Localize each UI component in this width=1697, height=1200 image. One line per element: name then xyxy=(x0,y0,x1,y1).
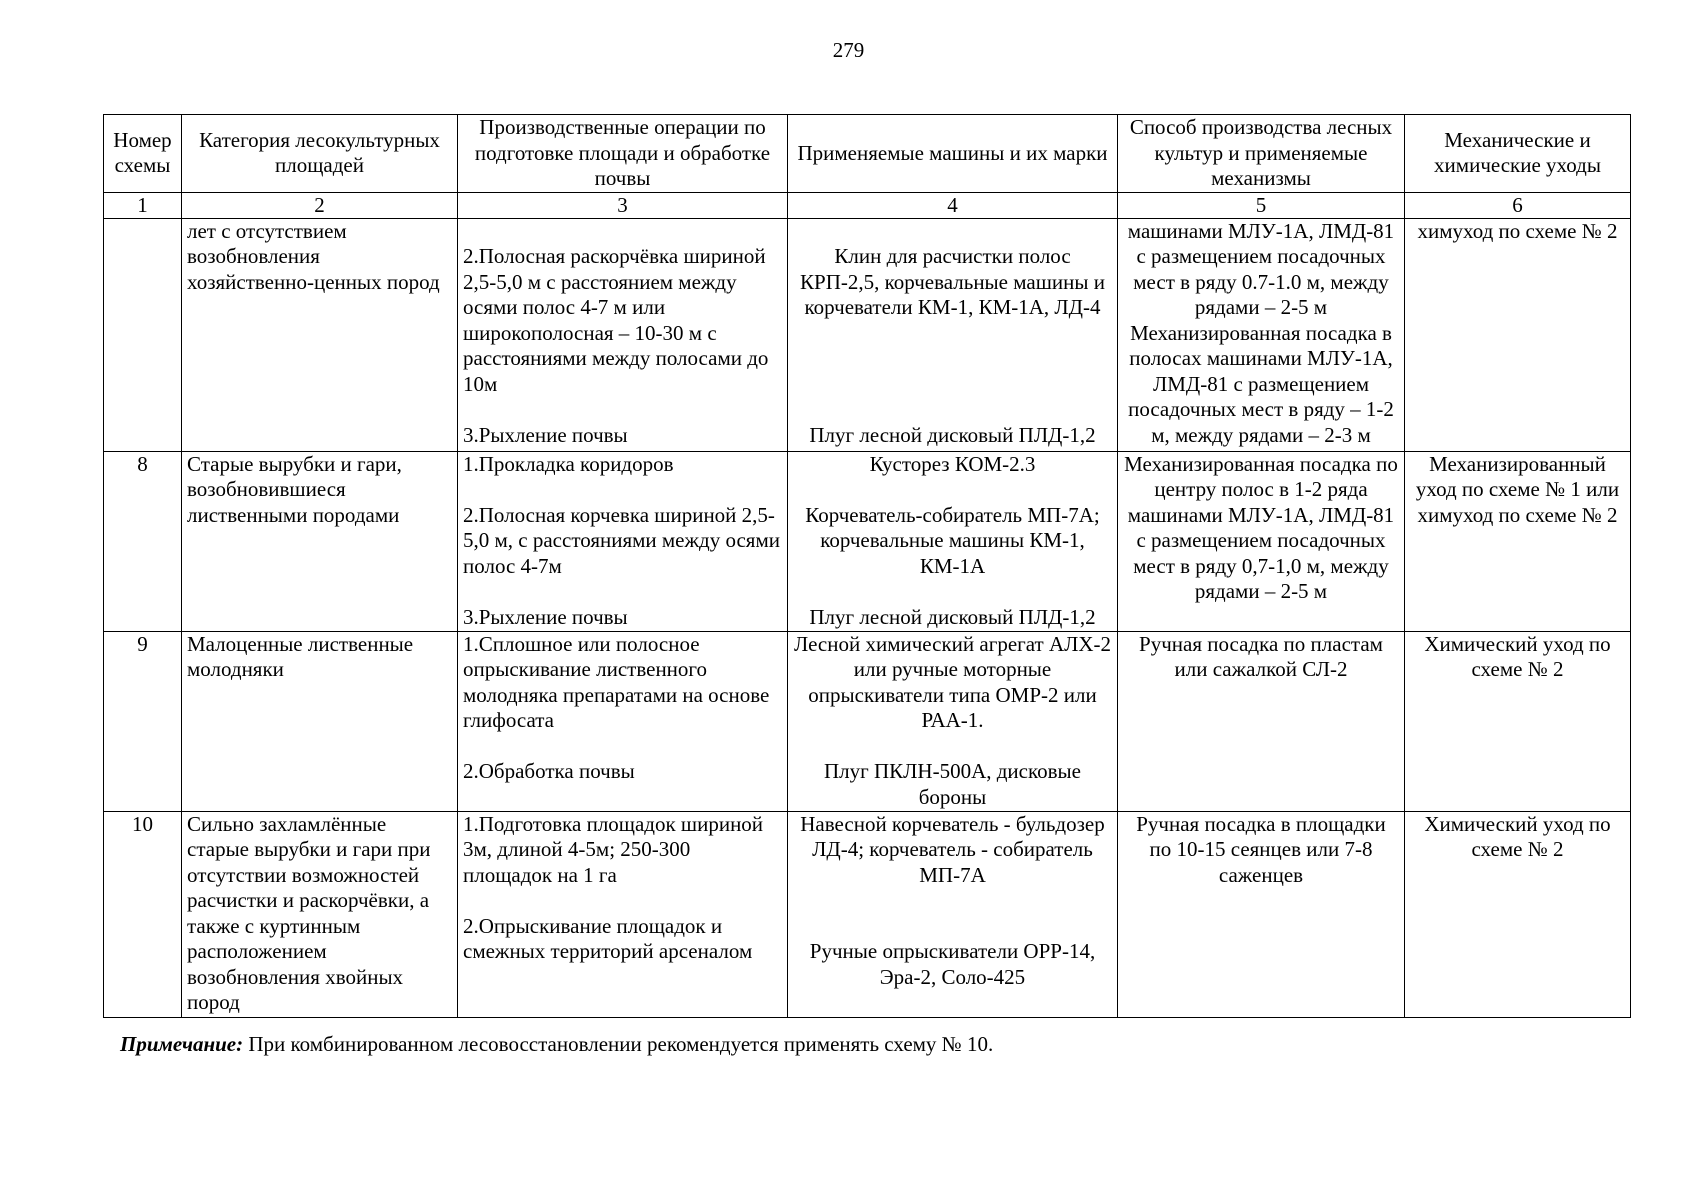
machine-text: Плуг ПКЛН-500А, дисковые бороны xyxy=(824,759,1081,809)
machine-text: Плуг лесной дисковый ПЛД-1,2 xyxy=(809,604,1096,629)
scheme-number-cell: 9 xyxy=(104,631,182,811)
machines-cell xyxy=(788,811,1118,1017)
column-number: 3 xyxy=(458,192,788,218)
operations-cell xyxy=(458,451,788,631)
header-operations: Производственные операции по подготовке площади и обработке почвы xyxy=(458,115,788,193)
method-cell xyxy=(1118,811,1405,1017)
column-number: 6 xyxy=(1405,192,1631,218)
operation-text: 3.Рыхление почвы xyxy=(463,422,628,447)
machines-cell xyxy=(788,218,1118,451)
column-number: 2 xyxy=(182,192,458,218)
machine-text: Ручные опрыскиватели ОРР-14, Эра-2, Соло-425 xyxy=(809,939,1096,989)
machines-cell xyxy=(788,631,1118,811)
header-care: Механические и химические уходы xyxy=(1405,115,1631,193)
column-number: 4 xyxy=(788,192,1118,218)
operations-cell xyxy=(458,218,788,451)
category-cell xyxy=(182,218,458,451)
method-cell xyxy=(1118,218,1405,451)
category-cell xyxy=(182,451,458,631)
machines-cell xyxy=(788,451,1118,631)
category-text: лет с отсутствием возобновления хозяйственно-ценных пород xyxy=(187,218,440,294)
column-number-row xyxy=(104,192,1631,218)
method-text: Механизированная посадка по центру полос в 1-2 ряда машинами МЛУ-1А, ЛМД-81 с размещением посадочных мест в ряду 0,7-1,0 м, между рядами – 2-5 м xyxy=(1124,451,1398,603)
operations-cell xyxy=(458,811,788,1017)
category-text: Малоценные лиственные молодняки xyxy=(187,631,414,681)
care-cell xyxy=(1405,811,1631,1017)
care-text: Химический уход по схеме № 2 xyxy=(1424,811,1611,861)
care-cell xyxy=(1405,631,1631,811)
footnote-text: При комбинированном лесовосстановлении рекомендуется применять схему № 10. xyxy=(243,1032,994,1056)
machine-text: Навесной корчеватель - бульдозер ЛД-4; корчеватель - собиратель МП-7А xyxy=(800,811,1105,887)
machine-text: Корчеватель-собиратель МП-7А; корчевальные машины КМ-1, КМ-1А xyxy=(805,502,1100,578)
header-machines: Применяемые машины и их марки xyxy=(788,115,1118,193)
header-category: Категория лесокультурных площадей xyxy=(182,115,458,193)
scheme-number-cell xyxy=(104,218,182,451)
footnote-label: Примечание: xyxy=(120,1032,244,1056)
scheme-number-cell: 8 xyxy=(104,451,182,631)
method-cell xyxy=(1118,631,1405,811)
operations-cell xyxy=(458,631,788,811)
category-cell xyxy=(182,631,458,811)
machine-text: Лесной химический агрегат АЛХ-2 или ручные моторные опрыскиватели типа ОМР-2 или РАА-1. xyxy=(793,631,1112,732)
machine-text: Кусторез КОМ-2.3 xyxy=(869,451,1036,476)
machine-text: Клин для расчистки полос КРП-2,5, корчевальные машины и корчеватели КМ-1, КМ-1А, ЛД-4 xyxy=(800,244,1105,319)
header-method: Способ производства лесных культур и применяемые механизмы xyxy=(1118,115,1405,193)
page-number: 279 xyxy=(832,38,865,62)
column-number: 5 xyxy=(1118,192,1405,218)
forest-culture-table xyxy=(103,114,1631,1018)
method-cell xyxy=(1118,451,1405,631)
table-row xyxy=(104,218,1631,451)
care-text: химуход по схеме № 2 xyxy=(1417,218,1618,243)
care-text: Химический уход по схеме № 2 xyxy=(1424,631,1611,681)
table-row xyxy=(104,631,1631,811)
care-cell xyxy=(1405,218,1631,451)
footnote xyxy=(120,1032,993,1057)
table-row xyxy=(104,451,1631,631)
method-text: Ручная посадка по пластам или сажалкой СЛ-2 xyxy=(1139,631,1383,681)
care-cell xyxy=(1405,451,1631,631)
table-row xyxy=(104,811,1631,1017)
operation-text: 2.Обработка почвы xyxy=(463,759,635,783)
operation-text: 3.Рыхление почвы xyxy=(463,604,628,629)
operation-text: 2.Полосная раскорчёвка шириной 2,5-5,0 м с расстоянием между осями полос 4-7 м или широкополосная – 10-30 м с расстояниями между полосами до 10м xyxy=(463,244,769,396)
operation-text: 2.Опрыскивание площадок и смежных территорий арсеналом xyxy=(463,913,753,963)
care-text: Механизированный уход по схеме № 1 или химуход по схеме № 2 xyxy=(1415,451,1620,527)
category-text: Сильно захламлённые старые вырубки и гари при отсутствии возможностей расчистки и раскорчёвки, а также с куртинным расположением возобновления хвойных пород xyxy=(187,811,431,1014)
operation-text: 1.Подготовка площадок шириной 3м, длиной 4-5м; 250-300 площадок на 1 га xyxy=(463,811,764,887)
operation-text: 1.Сплошное или полосное опрыскивание лиственного молодняка препаратами на основе глифосата xyxy=(463,631,770,732)
column-number: 1 xyxy=(104,192,182,218)
scheme-number-cell: 10 xyxy=(104,811,182,1017)
operation-text: 1.Прокладка коридоров xyxy=(463,451,674,476)
header-scheme-number: Номер схемы xyxy=(104,115,182,193)
method-text: Ручная посадка в площадки по 10-15 сеянцев или 7-8 саженцев xyxy=(1136,811,1386,887)
operation-text: 2.Полосная корчевка шириной 2,5-5,0 м, с расстояниями между осями полос 4-7м xyxy=(463,502,780,578)
category-cell xyxy=(182,811,458,1017)
header-row xyxy=(104,115,1631,193)
category-text: Старые вырубки и гари, возобновившиеся лиственными породами xyxy=(187,451,402,527)
method-text: машинами МЛУ-1А, ЛМД-81 с размещением посадочных мест в ряду 0.7-1.0 м, между рядами – 2-5 м Механизированная посадка в полосах машинами МЛУ-1А, ЛМД-81 с размещением посадочных мест в ряду – 1-2 м, между рядами – 2-3 м xyxy=(1127,218,1395,447)
machine-text: Плуг лесной дисковый ПЛД-1,2 xyxy=(809,422,1096,447)
